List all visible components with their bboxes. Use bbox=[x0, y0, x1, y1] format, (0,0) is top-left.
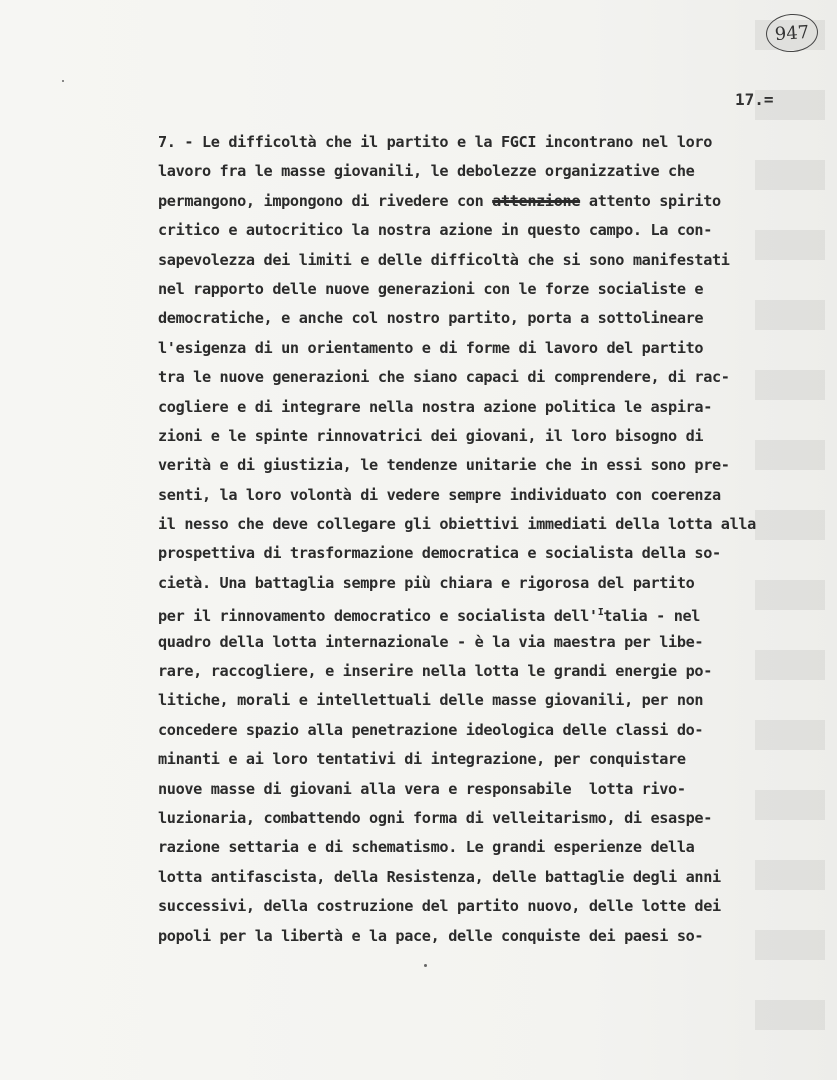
archive-stamp: 947 bbox=[765, 12, 820, 54]
text-segment: successivi, della costruzione del partito nuovo, delle lotte dei bbox=[158, 897, 721, 916]
text-line bbox=[158, 216, 834, 245]
struck-out-word: attenzione bbox=[492, 191, 581, 210]
text-line bbox=[158, 922, 834, 951]
text-segment: popoli per la libertà e la pace, delle conquiste dei paesi so- bbox=[158, 926, 704, 945]
body-text bbox=[158, 128, 834, 951]
text-line bbox=[158, 598, 834, 627]
text-line bbox=[158, 451, 834, 480]
text-segment: sapevolezza dei limiti e delle difficoltà che si sono manifestati bbox=[158, 250, 730, 269]
handwritten-correction: I bbox=[597, 607, 604, 619]
text-line bbox=[158, 833, 834, 862]
text-segment: tra le nuove generazioni che siano capaci di comprendere, di rac- bbox=[158, 368, 730, 387]
text-line bbox=[158, 892, 834, 921]
text-line bbox=[158, 686, 834, 715]
text-segment: 7. - Le difficoltà che il partito e la FGCI incontrano nel loro bbox=[158, 133, 713, 151]
text-line bbox=[158, 775, 834, 804]
text-line bbox=[158, 304, 834, 333]
text-segment: cietà. Una battaglia sempre più chiara e rigorosa del partito bbox=[158, 573, 695, 592]
text-line bbox=[158, 628, 834, 657]
text-line bbox=[158, 657, 834, 686]
text-segment: zioni e le spinte rinnovatrici dei giovani, il loro bisogno di bbox=[158, 426, 704, 445]
text-segment: minanti e ai loro tentativi di integrazione, per conquistare bbox=[158, 750, 686, 769]
text-line bbox=[158, 510, 834, 539]
text-line bbox=[158, 745, 834, 774]
text-segment: lotta antifascista, della Resistenza, delle battaglie degli anni bbox=[158, 867, 721, 886]
speck-mark bbox=[62, 80, 64, 82]
text-segment: cogliere e di integrare nella nostra azione politica le aspira- bbox=[158, 397, 713, 416]
text-segment: democratiche, e anche col nostro partito, porta a sottolineare bbox=[158, 309, 704, 328]
text-segment: concedere spazio alla penetrazione ideologica delle classi do- bbox=[158, 720, 704, 739]
text-segment: prospettiva di trasformazione democratica e socialista della so- bbox=[158, 544, 721, 563]
text-line bbox=[158, 569, 834, 598]
text-segment: talia - nel bbox=[603, 607, 701, 626]
text-segment: l'esigenza di un orientamento e di forme di lavoro del partito bbox=[158, 338, 704, 357]
text-line bbox=[158, 246, 834, 275]
page-number: 17.= bbox=[735, 90, 774, 109]
text-segment: razione settaria e di schematismo. Le grandi esperienze della bbox=[158, 838, 695, 857]
text-segment: il nesso che deve collegare gli obiettivi immediati della lotta alla bbox=[158, 515, 756, 534]
text-line bbox=[158, 275, 834, 304]
text-line bbox=[158, 481, 834, 510]
text-segment: quadro della lotta internazionale - è la via maestra per libe- bbox=[158, 632, 704, 651]
text-line bbox=[158, 187, 834, 216]
text-segment: rare, raccogliere, e inserire nella lotta le grandi energie po- bbox=[158, 662, 713, 681]
text-segment: litiche, morali e intellettuali delle masse giovanili, per non bbox=[158, 691, 704, 710]
text-line bbox=[158, 157, 834, 186]
text-line bbox=[158, 863, 834, 892]
speck-mark bbox=[424, 964, 427, 967]
text-segment: senti, la loro volontà di vedere sempre individuato con coerenza bbox=[158, 485, 721, 504]
text-segment: lavoro fra le masse giovanili, le debolezze organizzative che bbox=[158, 162, 695, 181]
text-line bbox=[158, 716, 834, 745]
text-segment: luzionaria, combattendo ogni forma di velleitarismo, di esaspe- bbox=[158, 808, 713, 827]
text-line bbox=[158, 334, 834, 363]
text-line bbox=[158, 539, 834, 568]
text-segment: critico e autocritico la nostra azione in questo campo. La con- bbox=[158, 221, 713, 240]
text-line bbox=[158, 128, 834, 157]
text-segment: per il rinnovamento democratico e socialista dell' bbox=[158, 607, 598, 626]
text-segment: nel rapporto delle nuove generazioni con le forze socialiste e bbox=[158, 279, 704, 298]
text-segment: attento spirito bbox=[580, 191, 721, 210]
text-segment: verità e di giustizia, le tendenze unitarie che in essi sono pre- bbox=[158, 456, 730, 475]
text-segment: nuove masse di giovani alla vera e responsabile lotta rivo- bbox=[158, 779, 686, 798]
text-line bbox=[158, 422, 834, 451]
text-line bbox=[158, 393, 834, 422]
text-segment: permangono, impongono di rivedere con bbox=[158, 191, 493, 210]
text-line bbox=[158, 363, 834, 392]
text-line bbox=[158, 804, 834, 833]
